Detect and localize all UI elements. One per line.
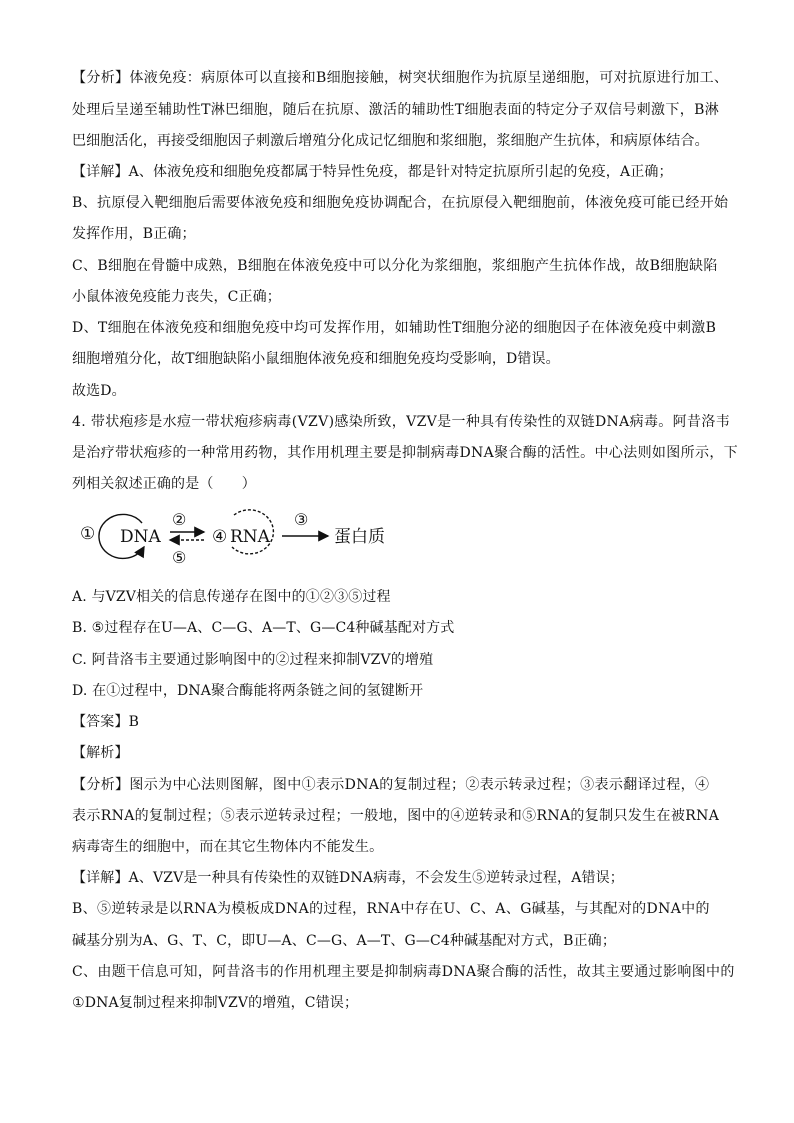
step-1-label: ① <box>80 524 96 544</box>
step-3-label: ③ <box>294 510 309 529</box>
detail2-b-line-2: 碱基分别为A、G、T、C，即U—A、C—G、A—T、G—C4种碱基配对方式，B正确； <box>72 933 616 949</box>
central-dogma-diagram <box>76 505 406 569</box>
analysis-line-2: 处理后呈递至辅助性T淋巴细胞，随后在抗原、激活的辅助性T细胞表面的特定分子双信号刺激下，B淋 <box>72 102 720 118</box>
detail-b-line-1: B、抗原侵入靶细胞后需要体液免疫和细胞免疫协调配合，在抗原侵入靶细胞前，体液免疫可能已经开始 <box>72 195 729 211</box>
question-4-line-3: 列相关叙述正确的是（ ） <box>72 476 256 492</box>
detail-d-line-1: D、T细胞在体液免疫和细胞免疫中均可发挥作用，如辅助性T细胞分泌的细胞因子在体液免疫中刺激B <box>72 320 717 336</box>
central-dogma-svg <box>76 505 406 569</box>
step-5-label: ⑤ <box>172 548 187 567</box>
detail-c-line-2: 小鼠体液免疫能力丧失，C正确； <box>72 289 281 305</box>
detail2-b-line-1: B、⑤逆转录是以RNA为模板成DNA的过程，RNA中存在U、C、A、G碱基，与其配对的DNA中的 <box>72 901 710 917</box>
detail-a-line: 【详解】A、体液免疫和细胞免疫都属于特异性免疫，都是针对特定抗原所引起的免疫，A正确； <box>72 164 673 180</box>
detail-b-line-2: 发挥作用，B正确； <box>72 226 196 242</box>
analysis-line-1: 【分析】体液免疫：病原体可以直接和B细胞接触，树突状细胞作为抗原呈递细胞，可对抗原进行加工、 <box>72 70 729 86</box>
step-2-label: ② <box>172 510 187 529</box>
question-4-line-1: 4. 带状疱疹是水痘一带状疱疹病毒(VZV)感染所致，VZV是一种具有传染性的双链DNA病毒。阿昔洛韦 <box>72 414 731 430</box>
protein-node: 蛋白质 <box>334 527 385 547</box>
question-4-line-2: 是治疗带状疱疹的一种常用药物，其作用机理主要是抑制病毒DNA聚合酶的活性。中心法则如图所示，下 <box>72 445 739 461</box>
dna-node: DNA <box>120 527 161 547</box>
step-4-label: ④ <box>212 527 228 547</box>
analysis-line-3: 巴细胞活化，再接受细胞因子刺激后增殖分化成记忆细胞和浆细胞，浆细胞产生抗体，和病原体结合。 <box>72 133 709 149</box>
option-b: B. ⑤过程存在U—A、C—G、A—T、G—C4种碱基配对方式 <box>72 620 455 636</box>
analysis2-line-1: 【分析】图示为中心法则图解，图中①表示DNA的复制过程；②表示转录过程；③表示翻译过程，④ <box>72 777 710 793</box>
detail2-c-line-1: C、由题干信息可知，阿昔洛韦的作用机理主要是抑制病毒DNA聚合酶的活性，故其主要通过影响图中的 <box>72 964 735 980</box>
detail-c-line-1: C、B细胞在骨髓中成熟，B细胞在体液免疫中可以分化为浆细胞，浆细胞产生抗体作战，故B细胞缺陷 <box>72 258 718 274</box>
conclusion-line: 故选D。 <box>72 383 126 399</box>
option-d: D. 在①过程中，DNA聚合酶能将两条链之间的氢键断开 <box>72 683 424 699</box>
explanation-heading: 【解析】 <box>72 745 129 761</box>
detail2-a-line: 【详解】A、VZV是一种具有传染性的双链DNA病毒，不会发生⑤逆转录过程，A错误； <box>72 870 624 886</box>
option-a: A. 与VZV相关的信息传递存在图中的①②③⑤过程 <box>72 589 391 605</box>
option-c: C. 阿昔洛韦主要通过影响图中的②过程来抑制VZV的增殖 <box>72 652 434 668</box>
detail-d-line-2: 细胞增殖分化，故T细胞缺陷小鼠细胞体液免疫和细胞免疫均受影响，D错误。 <box>72 351 560 367</box>
analysis2-line-2: 表示RNA的复制过程；⑤表示逆转录过程；一般地，图中的④逆转录和⑤RNA的复制只发生在被RNA <box>72 808 720 824</box>
answer-line: 【答案】B <box>72 714 140 730</box>
rna-node: RNA <box>230 527 270 547</box>
detail2-c-line-2: ①DNA复制过程来抑制VZV的增殖，C错误； <box>72 995 359 1011</box>
analysis2-line-3: 病毒寄生的细胞中，而在其它生物体内不能发生。 <box>72 839 384 855</box>
